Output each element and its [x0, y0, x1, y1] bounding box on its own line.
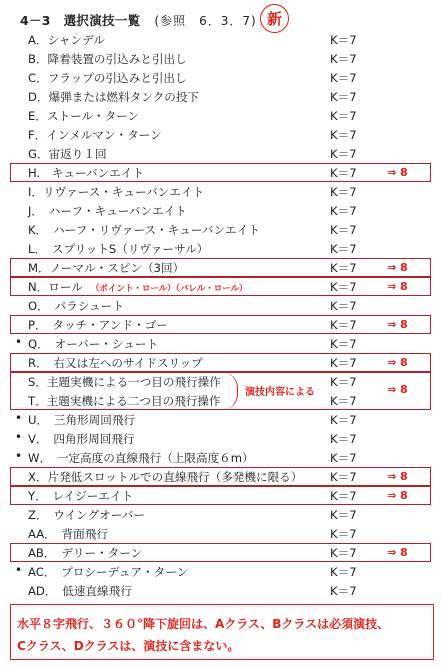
item-label — [28, 165, 144, 181]
st-upgrade-mark: ⇒ 8 — [387, 383, 408, 396]
footer-note — [10, 604, 434, 660]
item-label — [28, 526, 108, 542]
k-value: K＝7 — [330, 185, 357, 199]
footer-line-1: 水平８字飛行、３６０°降下旋回は、Aクラス、Bクラスは必須演技、 — [17, 617, 390, 631]
list-item — [0, 202, 442, 221]
item-label-text: Y． レイジーエイト — [28, 489, 134, 503]
list-item — [0, 411, 442, 430]
list-item — [0, 544, 442, 563]
bullet-marker: • — [15, 449, 23, 463]
k-value: K＝7 — [330, 33, 357, 47]
upgrade-mark: ⇒ 8 — [387, 546, 408, 559]
bullet-marker: • — [15, 430, 23, 444]
item-label-text: AA． 背面飛行 — [28, 527, 108, 541]
k-value: K＝7 — [330, 508, 357, 522]
item-label — [28, 222, 260, 238]
item-label — [28, 450, 254, 466]
list-item — [0, 259, 442, 278]
item-label — [28, 412, 135, 428]
item-label-text: A．シャンデル — [28, 33, 105, 47]
item-label-text: W． 一定高度の直線飛行（上限高度６m） — [28, 451, 254, 465]
k-value: K＝7 — [330, 318, 357, 332]
list-item — [0, 31, 442, 50]
list-item — [0, 316, 442, 335]
item-label-text: L． スプリットS（リヴァーサル） — [28, 242, 209, 256]
list-item — [0, 506, 442, 525]
item-label-text: O． パラシュート — [28, 299, 124, 313]
item-label-text: H. キューバンエイト — [28, 166, 144, 180]
item-label — [28, 545, 142, 561]
item-label — [28, 298, 124, 314]
list-item — [0, 145, 442, 164]
list-item — [0, 563, 442, 582]
upgrade-mark: ⇒ 8 — [387, 280, 408, 293]
item-label-text: Z． ウイングオーバー — [28, 508, 145, 522]
item-label-text: U． 三角形周回飛行 — [28, 413, 136, 427]
bullet-marker: • — [15, 563, 23, 577]
k-value: K＝7 — [330, 432, 357, 446]
k-value: K＝7 — [330, 223, 357, 237]
item-label-text: T．主題実機による二つ目の飛行操作 — [28, 394, 221, 408]
k-value: K＝7 — [330, 147, 357, 161]
item-label-text: R． 右又は左へのサイドスリップ — [28, 356, 203, 370]
item-label-text: AD． 低速直線飛行 — [28, 584, 132, 598]
list-item — [0, 164, 442, 183]
item-label — [28, 488, 133, 504]
k-value: K＝7 — [330, 546, 357, 560]
item-label — [28, 89, 199, 105]
footer-line-2: Cクラス、Dクラスは、演技に含まない。 — [17, 639, 240, 653]
section-title: 4－3 選択演技一覧 — [20, 13, 141, 28]
item-label-text: J． ハーフ・キューバンエイト — [28, 204, 187, 218]
list-item — [0, 335, 442, 354]
list-item — [0, 468, 442, 487]
item-label-text: M．ノーマル・スピン（3回） — [28, 261, 185, 275]
upgrade-mark: ⇒ 8 — [387, 356, 408, 369]
k-value: K＝7 — [330, 527, 357, 541]
list-item — [0, 88, 442, 107]
new-badge: 新 — [260, 4, 289, 33]
upgrade-mark: ⇒ 8 — [387, 166, 408, 179]
item-label — [28, 203, 187, 219]
list-item — [0, 487, 442, 506]
k-value: K＝7 — [330, 52, 357, 66]
item-label — [28, 317, 168, 333]
item-label — [28, 431, 134, 447]
list-item — [0, 50, 442, 69]
bullet-marker: • — [15, 411, 23, 425]
k-value: K＝7 — [330, 166, 357, 180]
item-label — [28, 184, 204, 200]
header — [20, 8, 257, 32]
k-value: K＝7 — [330, 356, 357, 370]
item-label-text: E．ストール・ターン — [28, 109, 140, 123]
upgrade-mark: ⇒ 8 — [387, 489, 408, 502]
upgrade-mark: ⇒ 8 — [387, 318, 408, 331]
item-label — [28, 564, 188, 580]
item-label-text: S．主題実機による一つ目の飛行操作 — [28, 375, 221, 389]
item-label-text: N．ロール — [28, 280, 83, 294]
item-label-text: AC． プロシーデュア・ターン — [28, 565, 189, 579]
item-label — [28, 146, 107, 162]
k-value: K＝7 — [330, 394, 357, 408]
item-label-text: Q． オーバー・シュート — [28, 337, 159, 351]
list-item — [0, 107, 442, 126]
item-label-text: D．爆弾または燃料タンクの投下 — [28, 90, 200, 104]
list-item — [0, 278, 442, 297]
list-item — [0, 297, 442, 316]
item-label — [28, 127, 162, 143]
item-label-text: X．片発低スロットルでの直線飛行（多発機に限る） — [28, 470, 303, 484]
list-item — [0, 430, 442, 449]
item-label — [28, 336, 158, 352]
item-label-text: P． タッチ・アンド・ゴー — [28, 318, 168, 332]
list-item — [0, 126, 442, 145]
item-label-text: G．宙返り１回 — [28, 147, 107, 161]
item-label-text: V． 四角形周回飛行 — [28, 432, 135, 446]
k-value: K＝7 — [330, 71, 357, 85]
k-value: K＝7 — [330, 337, 357, 351]
k-value: K＝7 — [330, 204, 357, 218]
item-label — [28, 241, 208, 257]
k-value: K＝7 — [330, 375, 357, 389]
k-value: K＝7 — [330, 451, 357, 465]
list-item — [0, 69, 442, 88]
item-label-text: I．リヴァース・キューバンエイト — [28, 185, 205, 199]
k-value: K＝7 — [330, 299, 357, 313]
k-value: K＝7 — [330, 109, 357, 123]
list-item — [0, 525, 442, 544]
st-group-annotation — [0, 372, 442, 410]
list-item — [0, 354, 442, 373]
item-label — [28, 469, 302, 485]
item-label — [28, 32, 105, 48]
item-label — [28, 507, 145, 523]
k-value: K＝7 — [330, 489, 357, 503]
k-value: K＝7 — [330, 584, 357, 598]
item-label-text: C．フラップの引込みと引出し — [28, 71, 187, 85]
k-value: K＝7 — [330, 128, 357, 142]
item-label-text: B．降着装置の引込みと引出し — [28, 52, 187, 66]
upgrade-mark: ⇒ 8 — [387, 470, 408, 483]
k-value: K＝7 — [330, 565, 357, 579]
bracket-icon — [222, 372, 238, 410]
item-label — [28, 51, 187, 67]
item-label — [28, 279, 248, 295]
k-value: K＝7 — [330, 242, 357, 256]
item-label — [28, 355, 203, 371]
reference: (参照 6．3．7) — [154, 13, 257, 28]
st-note: 演技内容による — [245, 387, 315, 398]
item-label — [28, 583, 132, 599]
list-item — [0, 582, 442, 601]
k-value: K＝7 — [330, 470, 357, 484]
item-label-text: K． ハーフ・リヴァース・キューバンエイト — [28, 223, 260, 237]
item-label — [28, 260, 184, 276]
bullet-marker: • — [15, 335, 23, 349]
list-item — [0, 449, 442, 468]
item-note: （ポイント・ロール）（バレル・ロール） — [90, 284, 248, 294]
k-value: K＝7 — [330, 261, 357, 275]
k-value: K＝7 — [330, 90, 357, 104]
item-label-text: F．インメルマン・ターン — [28, 128, 162, 142]
list-item — [0, 240, 442, 259]
item-label-text: AB． デリー・ターン — [28, 546, 143, 560]
list-item — [0, 183, 442, 202]
item-label — [28, 108, 139, 124]
k-value: K＝7 — [330, 280, 357, 294]
k-value: K＝7 — [330, 413, 357, 427]
list-item — [0, 221, 442, 240]
item-label — [28, 70, 187, 86]
upgrade-mark: ⇒ 8 — [387, 261, 408, 274]
